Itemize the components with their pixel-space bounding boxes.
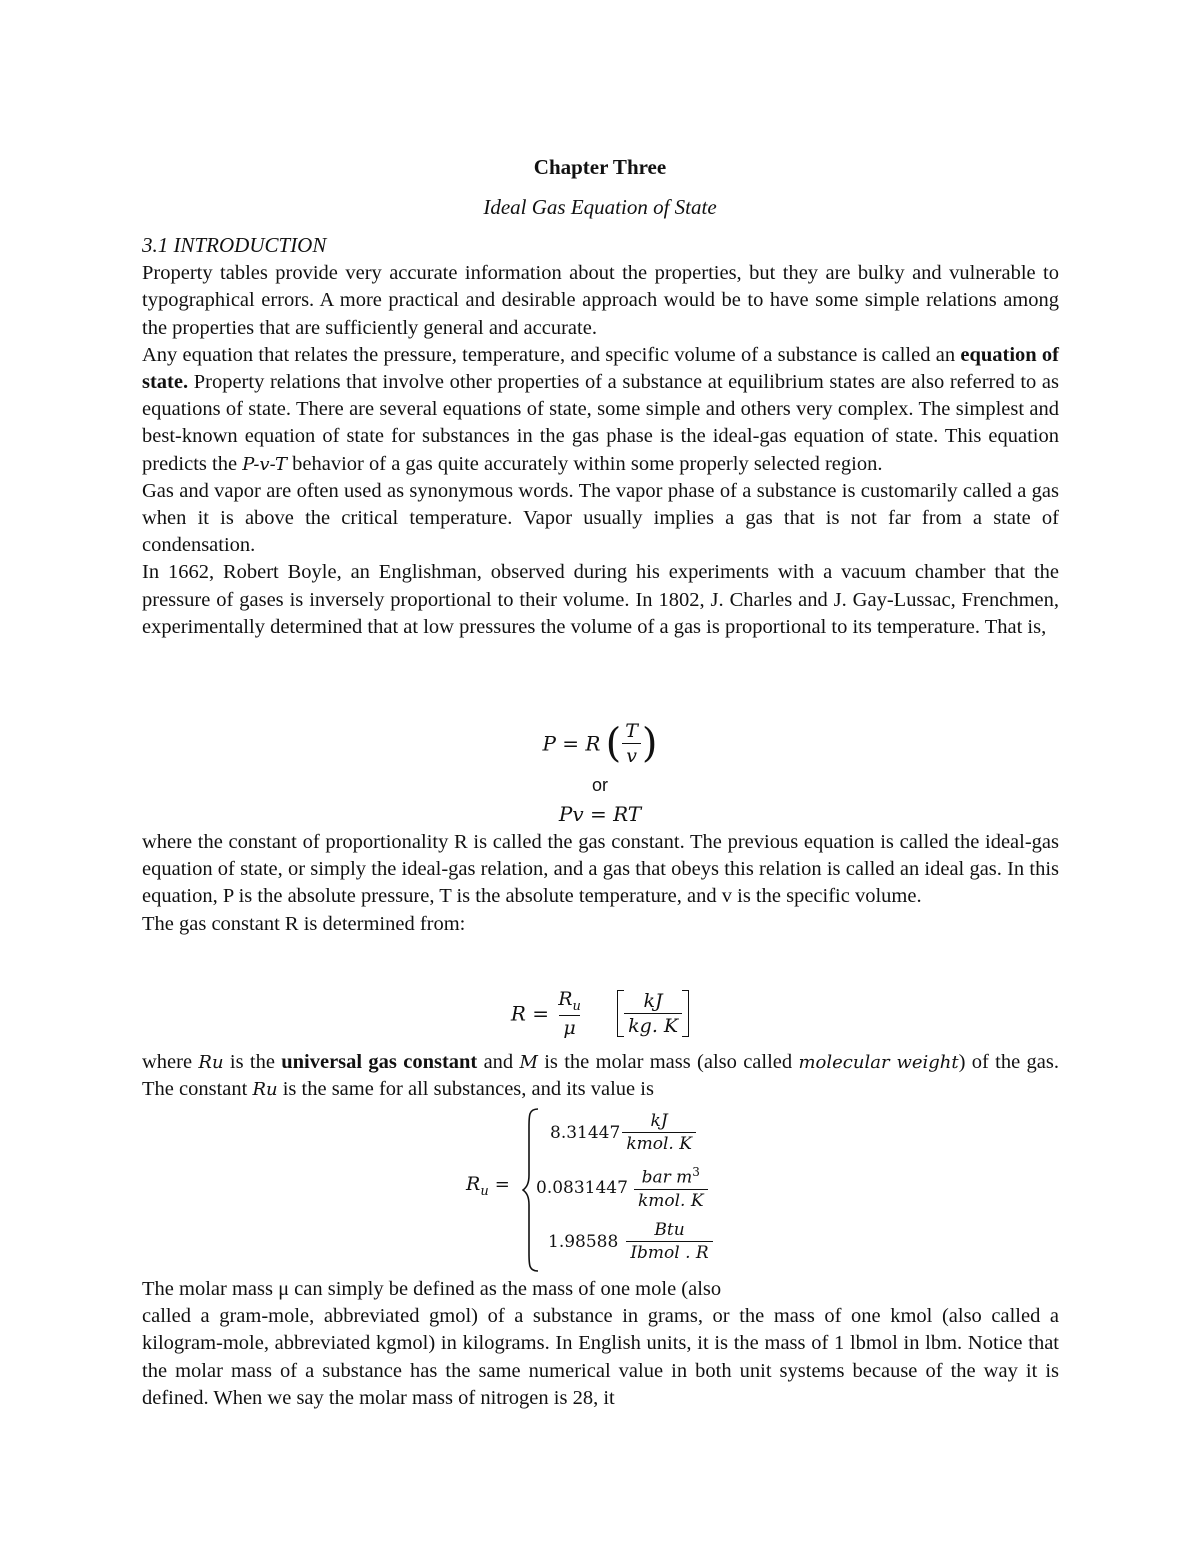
eq3-row-1-value: 8.31447 [550, 1122, 621, 1143]
eq2-unit-numerator: kJ [643, 989, 663, 1012]
eq2-fraction [554, 988, 585, 1039]
paragraph-2-a: Any equation that relates the pressure, temperature, and specific volume of a substance is called an [142, 343, 961, 366]
eq2-unit-fraction [624, 990, 682, 1037]
eq3-row-1-unit-num: kJ [650, 1111, 668, 1131]
p7-a: where [142, 1051, 199, 1073]
eq3-row-2-unit-num [638, 1165, 704, 1189]
pvt-symbol: P-v-T [242, 453, 288, 475]
section-heading-text: 3.1 INTRODUCTION [142, 233, 327, 257]
paragraph-1: Property tables provide very accurate information about the properties, but they are bulky and vulnerable to typographical errors. A more practical and desirable approach would be to have some simple relations among the properties that are sufficiently general and accurate. [142, 262, 1059, 339]
eq1-lhs: P = R [542, 731, 601, 756]
eq2-left-bracket [617, 990, 624, 1037]
chapter-title: Chapter Three [533, 155, 667, 179]
paragraph-8: The molar mass μ can simply be defined as the mass of one mole (also [142, 1278, 722, 1300]
paragraph-9: called a gram-mole, abbreviated gmol) of a substance in grams, or the mass of one kmol (also called a kilogram-mole, abbreviated kgmol) in kilograms. In English units, it is the mass of 1 lbmol in lbm. Notice that the molar mass of a substance has the same numerical value in both unit systems because of the way it is defined. When we say the molar mass of nitrogen is 28, it [142, 1305, 1059, 1409]
universal-constant-text-block [142, 1049, 1059, 1103]
gas-constant-text-block [142, 829, 1059, 938]
p7-c: and [477, 1051, 520, 1073]
equation-gas-constant [0, 988, 1200, 1039]
eq3-row-3-unit-num: Btu [654, 1220, 685, 1240]
paragraph-2 [142, 342, 1059, 478]
p7-ru-symbol-2: Ru [252, 1079, 278, 1101]
eq3-row-3-unit-den: Ibmol . R [626, 1241, 712, 1263]
eq3-row-2-unit [634, 1165, 708, 1211]
eq3-row-2-unit-den: kmol. K [634, 1189, 708, 1211]
p7-ru-symbol: Ru [198, 1052, 224, 1073]
eq2-numerator [554, 988, 585, 1015]
term-universal-gas-constant: universal gas constant [281, 1051, 478, 1073]
paragraph-3: Gas and vapor are often used as synonymous words. The vapor phase of a substance is customarily called a gas when it is above the critical temperature. Vapor usually implies a gas that is not far from a state of condensation. [142, 479, 1059, 557]
eq2-units [617, 990, 689, 1037]
eq3-row-2 [536, 1165, 708, 1211]
paragraph-7 [142, 1049, 1059, 1103]
eq3-row-1-unit [622, 1111, 696, 1154]
eq3-row-3-value: 1.98588 [548, 1231, 619, 1252]
eq3-lhs [466, 1173, 510, 1199]
p7-b: is the [223, 1051, 282, 1073]
equation-universal-constant [462, 1105, 762, 1275]
eq3-row-2-unit-num-text: bar m [641, 1167, 693, 1188]
equation-ideal-gas-ratio [0, 720, 1200, 767]
eq1-right-paren: ) [641, 720, 658, 767]
eq3-lhs-sub: u [480, 1183, 489, 1199]
eq3-row-2-value: 0.0831447 [536, 1177, 628, 1198]
paragraph-5: where the constant of proportionality R is called the gas constant. The previous equation is called the ideal-gas equation of state, or simply the ideal-gas relation, and a gas that obeys this relation is called an ideal gas. In this equation, P is the absolute pressure, T is the absolute temperature, and v is the specific volume. [142, 831, 1059, 908]
eq2-lhs: R = [510, 1001, 550, 1026]
eq3-row-3-unit [626, 1220, 712, 1263]
intro-text-block [142, 232, 1059, 641]
eq3-row-1-unit-den: kmol. K [622, 1132, 696, 1154]
eq2-denominator: μ [559, 1015, 579, 1039]
paragraph-4: In 1662, Robert Boyle, an Englishman, observed during his experiments with a vacuum chamber that the pressure of gases is inversely proportional to their volume. In 1802, J. Charles and J. Gay-Lussac, Frenchmen, experimentally determined that at low pressures the volume of a gas is proportional to its temperature. That is, [142, 561, 1059, 638]
eq2-numerator-sub: u [572, 998, 581, 1014]
eq1-or: or [591, 775, 608, 795]
section-heading [142, 232, 1059, 260]
eq1-fraction [621, 720, 642, 767]
eq1-left-paren: ( [605, 720, 622, 767]
eq1-numerator: T [625, 720, 638, 742]
paragraph-6: The gas constant R is determined from: [142, 912, 466, 935]
term-equation-of-state: equation of state. [142, 343, 1059, 394]
equation-pv-rt: Pv = RT [558, 802, 642, 826]
eq2-right-bracket [682, 990, 689, 1037]
eq3-row-3 [548, 1220, 713, 1263]
eq3-row-2-unit-num-sup: 3 [692, 1165, 700, 1179]
eq3-lhs-r: R [466, 1173, 481, 1195]
paragraph-2-c: behavior of a gas quite accurately within some properly selected region. [287, 452, 883, 475]
molar-mass-text-block [142, 1276, 1059, 1412]
eq2-numerator-r: R [558, 988, 573, 1010]
p7-f: is the same for all substances, and its value is [277, 1078, 654, 1101]
eq3-row-1 [550, 1111, 696, 1154]
p7-d: is the molar mass (also called [537, 1051, 799, 1073]
eq1-denominator: v [622, 743, 641, 767]
eq2-unit-denominator: kg. K [624, 1013, 682, 1037]
paragraph-2-b: Property relations that involve other properties of a substance at equilibrium states are also referred to as equations of state. There are several equations of state, some simple and others very complex. The simplest and best-known equation of state for substances in the gas phase is the ideal-gas equation of state. This equation predicts the [142, 371, 1059, 475]
chapter-subtitle: Ideal Gas Equation of State [483, 195, 717, 219]
p7-m-symbol: M [519, 1052, 538, 1073]
p7-e: ) of the gas. The constant [142, 1051, 1059, 1101]
eq3-equals: = [494, 1174, 510, 1195]
p7-molecular-weight: molecular weight [798, 1052, 959, 1073]
